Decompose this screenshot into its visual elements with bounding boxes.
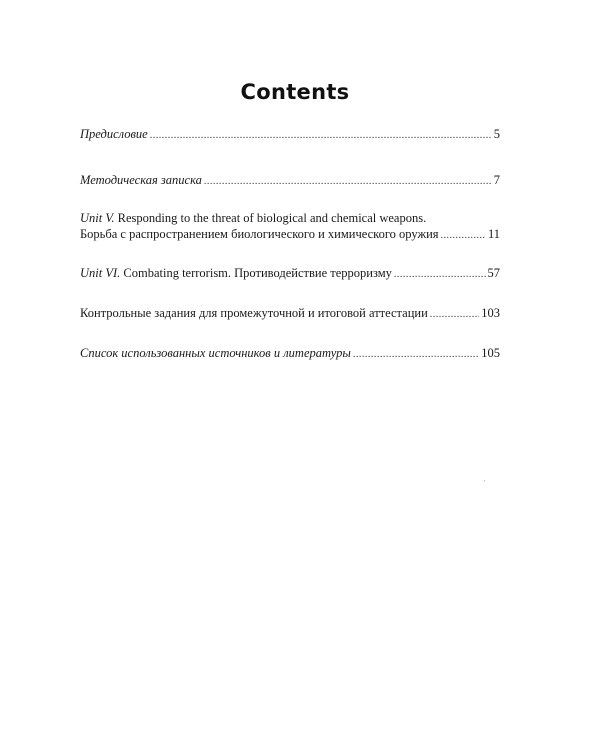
dot-leader xyxy=(204,174,492,190)
unit-number: Unit V. xyxy=(80,211,115,225)
page-title: Contents xyxy=(240,80,350,104)
toc-entry-label: Combating terrorism. Противодействие терроризму xyxy=(123,266,392,280)
toc-entry-foreword[interactable] xyxy=(80,126,500,144)
toc-page-number: 7 xyxy=(493,173,500,187)
toc-entry-methodical-note[interactable] xyxy=(80,172,500,190)
dot-leader xyxy=(394,267,486,283)
toc-entry-label: Responding to the threat of biological and chemical weapons. xyxy=(117,211,427,225)
toc-page-number: 103 xyxy=(481,306,500,320)
scan-speck xyxy=(484,480,485,481)
toc-entry-assessment[interactable] xyxy=(80,305,500,323)
toc-page-number: 11 xyxy=(487,227,500,241)
dot-leader xyxy=(430,307,479,323)
unit-number: Unit VI. xyxy=(80,266,121,280)
dot-leader xyxy=(441,228,486,244)
toc-entry-unit-5[interactable] xyxy=(80,210,500,244)
dot-leader xyxy=(150,128,492,144)
toc-entry-label: Список использованных источников и литературы xyxy=(80,346,351,360)
toc-entry-line-1 xyxy=(80,210,500,226)
toc-page-number: 5 xyxy=(493,127,500,141)
toc-entry-label: Контрольные задания для промежуточной и итоговой аттестации xyxy=(80,306,428,320)
toc-entry-line-2 xyxy=(80,226,500,244)
dot-leader xyxy=(353,347,479,363)
toc-entry-label: Методическая записка xyxy=(80,173,202,187)
toc-entry-references[interactable] xyxy=(80,345,500,363)
toc-entry-label-ru: Борьба с распространением биологического и химического оружия xyxy=(80,227,439,241)
toc-entry-label: Предисловие xyxy=(80,127,148,141)
toc-page-number: 57 xyxy=(487,266,500,280)
toc-page-number: 105 xyxy=(481,346,500,360)
toc-entry-unit-6[interactable] xyxy=(80,265,500,283)
